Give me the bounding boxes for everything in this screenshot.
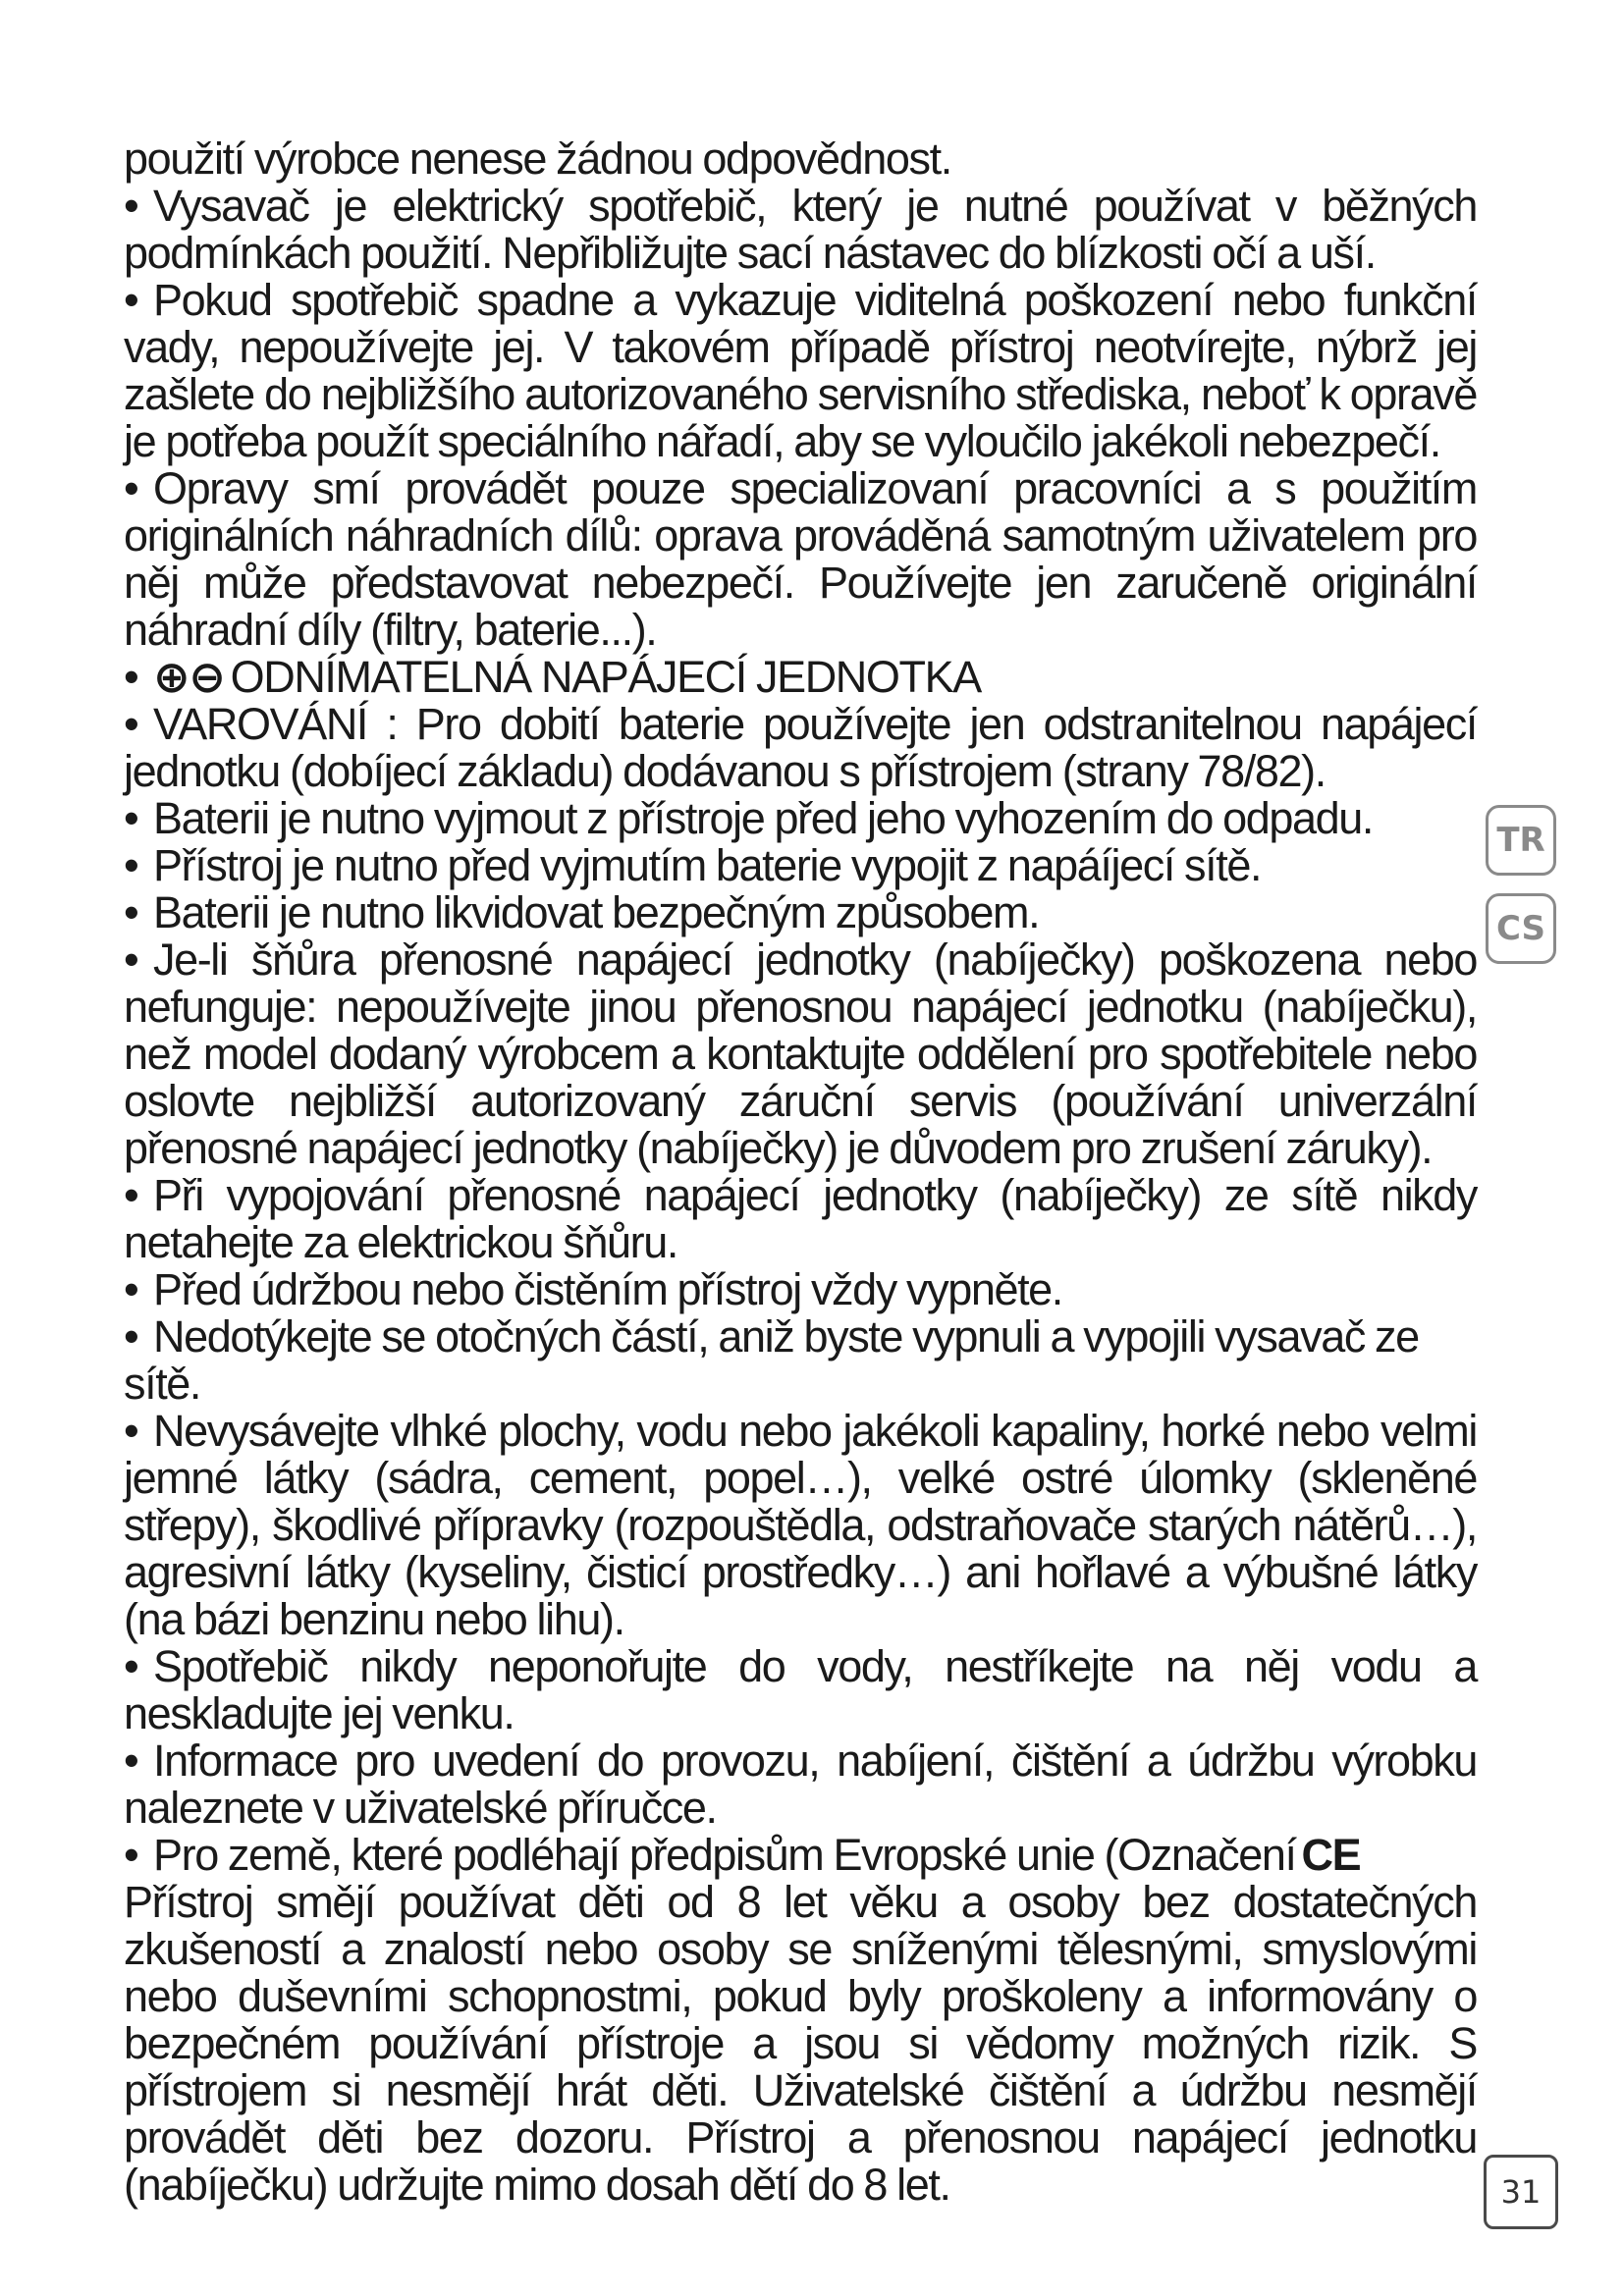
ce-mark-icon: CE: [1301, 1830, 1361, 1880]
bullet: •: [124, 1830, 138, 1880]
paragraph-5-heading: • ⊕⊖ ODNÍMATELNÁ NAPÁJECÍ JEDNOTKA: [124, 652, 981, 702]
document-body: [124, 135, 1477, 2209]
language-tab-tr[interactable]: TR: [1486, 805, 1556, 876]
paragraph-8: • Přístroj je nutno před vyjmutím baterie vypojit z napáíjecí sítě.: [124, 840, 1262, 890]
bullet: •: [124, 1311, 138, 1362]
paragraph-9: • Baterii je nutno likvidovat bezpečným způsobem.: [124, 887, 1040, 937]
bullet: •: [124, 840, 138, 890]
language-tab-cs[interactable]: CS: [1486, 893, 1556, 964]
bullet: •: [124, 1170, 138, 1220]
bullet: •: [124, 463, 138, 513]
paragraph-2: • Vysavač je elektrický spotřebič, který je nutné používat v běžných podmínkách použití. Nepřibližujte sací nástavec do blízkosti očí a uší.: [124, 181, 1477, 278]
bullet: •: [124, 652, 138, 702]
paragraph-4: • Opravy smí provádět pouze specializovaní pracovníci a s použitím originálních náhradních dílů: oprava prováděná samotným uživatelem pro něj může představovat nebezpečí. Používejte jen zaručeně originální náhradní díly (filtry, baterie...).: [124, 463, 1477, 655]
paragraph-18: Přístroj smějí používat děti od 8 let věku a osoby bez dostatečných zkušeností a znalostí nebo osoby se sníženými tělesnými, smyslovými nebo duševními schopnostmi, pokud byly proškoleny a informovány o bezpečném používání přístroje a jsou si vědomy možných rizik. S přístrojem si nesmějí hrát děti. Uživatelské čištění a údržbu nesmějí provádět děti bez dozoru. Přístroj a přenosnou napájecí jednotku (nabíječku) udržujte mimo dosah dětí do 8 let.: [124, 1877, 1477, 2210]
paragraph-10: • Je-li šňůra přenosné napájecí jednotky (nabíječky) poškozena nebo nefunguje: nepoužívejte jinou přenosnou napájecí jednotku (nabíječku), než model dodaný výrobcem a kontaktujte oddělení pro spotřebitele nebo oslovte nejbližší autorizovaný záruční servis (používání univerzální přenosné napájecí jednotky (nabíječky) je důvodem pro zrušení záruky).: [124, 934, 1477, 1173]
bullet: •: [124, 887, 138, 937]
bullet: •: [124, 934, 138, 985]
paragraph-11: • Při vypojování přenosné napájecí jednotky (nabíječky) ze sítě nikdy netahejte za elektrickou šňůru.: [124, 1170, 1477, 1267]
bullet: •: [124, 1406, 138, 1456]
paragraph-3: • Pokud spotřebič spadne a vykazuje viditelná poškození nebo funkční vady, nepoužívejte jej. V takovém případě přístroj neotvírejte, nýbrž jej zašlete do nejbližšího autorizovaného servisního střediska, neboť k opravě je potřeba použít speciálního nářadí, aby se vyloučilo jakékoli nebezpečí.: [124, 275, 1477, 466]
paragraph-6: • VAROVÁNÍ : Pro dobití baterie používejte jen odstranitelnou napájecí jednotku (dobíjecí základu) dodávanou s přístrojem (strany 78/82).: [124, 699, 1477, 796]
paragraph-15: • Spotřebič nikdy neponořujte do vody, nestříkejte na něj vodu a neskladujte jej venku.: [124, 1641, 1477, 1738]
paragraph-1: použití výrobce nenese žádnou odpovědnost.: [124, 133, 951, 184]
bullet: •: [124, 793, 138, 843]
battery-symbol-icon: ⊕⊖: [153, 652, 225, 702]
paragraph-16: • Informace pro uvedení do provozu, nabíjení, čištění a údržbu výrobku naleznete v uživatelské příručce.: [124, 1735, 1477, 1833]
bullet: •: [124, 1264, 138, 1314]
bullet: •: [124, 699, 138, 749]
page-number: 31: [1484, 2155, 1558, 2229]
bullet: •: [124, 1735, 138, 1786]
paragraph-12: • Před údržbou nebo čistěním přístroj vždy vypněte.: [124, 1264, 1062, 1314]
bullet: •: [124, 1641, 138, 1691]
bullet: •: [124, 275, 138, 325]
paragraph-17: • Pro země, které podléhají předpisům Evropské unie (Označení CE: [124, 1830, 1361, 1880]
bullet: •: [124, 181, 138, 231]
paragraph-13: • Nedotýkejte se otočných částí, aniž byste vypnuli a vypojili vysavač ze sítě.: [124, 1311, 1419, 1409]
paragraph-14: • Nevysávejte vlhké plochy, vodu nebo jakékoli kapaliny, horké nebo velmi jemné látky (sádra, cement, popel…), velké ostré úlomky (skleněné střepy), škodlivé přípravky (rozpouštědla, odstraňovače starých nátěrů…), agresivní látky (kyseliny, čisticí prostředky…) ani hořlavé a výbušné látky (na bázi benzinu nebo lihu).: [124, 1406, 1477, 1644]
paragraph-7: • Baterii je nutno vyjmout z přístroje před jeho vyhozením do odpadu.: [124, 793, 1373, 843]
